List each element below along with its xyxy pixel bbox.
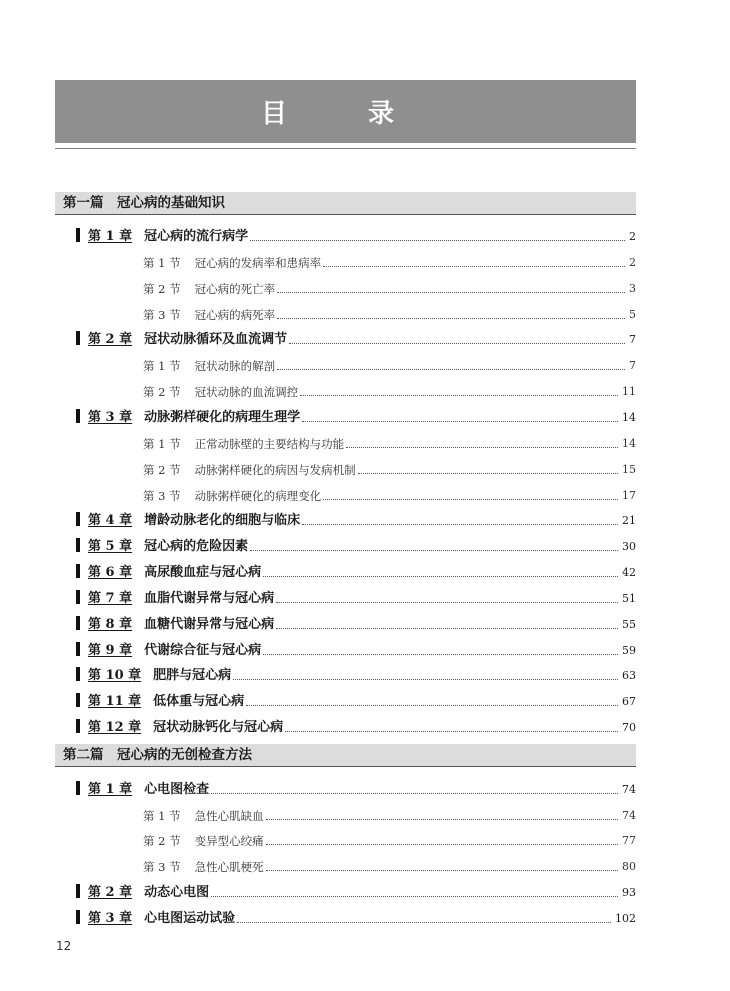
chapter-title: 低体重与冠心病 — [153, 694, 245, 710]
chapter-number: 第 2 章 — [88, 332, 133, 348]
leader-dots — [237, 922, 611, 923]
chapter-marker — [76, 910, 80, 924]
leader-dots — [277, 318, 625, 319]
chapter-marker — [76, 667, 80, 681]
chapter-marker — [76, 538, 80, 552]
chapter-marker — [76, 884, 80, 898]
chapter-number: 第 8 章 — [88, 616, 133, 632]
chapter-title: 代谢综合征与冠心病 — [144, 642, 262, 658]
leader-dots — [323, 266, 625, 267]
section-title: 变异型心绞痛 — [194, 834, 264, 849]
section-title: 冠心病的发病率和患病率 — [194, 255, 322, 270]
toc-section-entry[interactable] — [143, 829, 636, 849]
leader-dots — [302, 524, 618, 525]
toc-chapter-entry[interactable] — [76, 406, 636, 426]
leader-dots — [277, 369, 625, 370]
toc-chapter-entry[interactable] — [76, 225, 636, 245]
toc-chapter-entry[interactable] — [76, 778, 636, 798]
leader-dots — [263, 576, 618, 577]
section-title: 冠心病的死亡率 — [194, 281, 276, 296]
page-ref: 51 — [622, 591, 636, 605]
chapter-title: 冠状动脉循环及血流调节 — [144, 332, 288, 348]
section-number: 第 2 节 — [143, 462, 181, 477]
section-number: 第 1 节 — [143, 255, 181, 270]
page-ref: 93 — [622, 885, 636, 899]
toc-chapter-entry[interactable] — [76, 587, 636, 607]
page-ref: 11 — [622, 385, 636, 399]
chapter-marker — [76, 590, 80, 604]
toc-chapter-entry[interactable] — [76, 716, 636, 736]
chapter-number: 第 7 章 — [88, 590, 133, 606]
leader-dots — [233, 679, 618, 680]
chapter-marker — [76, 409, 80, 423]
toc-chapter-entry[interactable] — [76, 561, 636, 581]
page-ref: 59 — [622, 643, 636, 657]
chapter-number: 第 9 章 — [88, 642, 133, 658]
chapter-number: 第 4 章 — [88, 513, 133, 529]
chapter-marker — [76, 781, 80, 795]
page-ref: 42 — [622, 566, 636, 580]
chapter-number: 第 2 章 — [88, 884, 133, 900]
chapter-title: 肥胖与冠心病 — [153, 668, 232, 684]
page-ref: 5 — [629, 307, 636, 321]
page-ref: 3 — [629, 281, 636, 295]
leader-dots — [266, 870, 618, 871]
toc-section-entry[interactable] — [143, 251, 636, 271]
section-title: 冠状动脉的血流调控 — [194, 385, 299, 400]
section-number: 第 3 节 — [143, 488, 181, 503]
chapter-number: 第 3 章 — [88, 409, 133, 425]
page-ref: 15 — [622, 462, 636, 476]
leader-dots — [211, 896, 618, 897]
toc-section-entry[interactable] — [143, 380, 636, 400]
section-title: 冠心病的病死率 — [194, 307, 276, 322]
leader-dots — [285, 731, 618, 732]
section-title: 急性心肌缺血 — [194, 808, 264, 823]
page-ref: 67 — [622, 695, 636, 709]
chapter-marker — [76, 719, 80, 733]
section-number: 第 3 节 — [143, 860, 181, 875]
leader-dots — [300, 395, 618, 396]
part-divider — [55, 214, 636, 215]
leader-dots — [276, 628, 618, 629]
part-heading: 第二篇 冠心病的无创检查方法 — [55, 744, 636, 766]
leader-dots — [250, 240, 625, 241]
chapter-number: 第 3 章 — [88, 910, 133, 926]
chapter-number: 第 12 章 — [88, 720, 142, 736]
chapter-marker — [76, 512, 80, 526]
toc-chapter-entry[interactable] — [76, 690, 636, 710]
chapter-marker — [76, 564, 80, 578]
chapter-marker — [76, 642, 80, 656]
chapter-title: 血糖代谢异常与冠心病 — [144, 616, 275, 632]
section-title: 动脉粥样硬化的病因与发病机制 — [194, 462, 356, 477]
leader-dots — [277, 292, 625, 293]
chapter-title: 心电图检查 — [144, 782, 210, 797]
toc-section-entry[interactable] — [143, 855, 636, 875]
leader-dots — [266, 844, 618, 845]
page-ref: 14 — [622, 410, 636, 424]
page-title: 目 录 — [55, 80, 636, 143]
toc-chapter-entry[interactable] — [76, 664, 636, 684]
page-ref: 55 — [622, 617, 636, 631]
chapter-marker — [76, 331, 80, 345]
page-number: 12 — [56, 939, 72, 953]
leader-dots — [346, 447, 618, 448]
title-divider — [55, 148, 636, 149]
section-number: 第 2 节 — [143, 834, 181, 849]
chapter-title: 血脂代谢异常与冠心病 — [144, 590, 275, 606]
section-number: 第 1 节 — [143, 436, 181, 451]
section-number: 第 2 节 — [143, 281, 181, 296]
chapter-number: 第 1 章 — [88, 782, 133, 797]
page-ref: 7 — [629, 359, 636, 373]
section-title: 冠状动脉的解剖 — [194, 359, 276, 374]
leader-dots — [289, 343, 625, 344]
toc-chapter-entry[interactable] — [76, 509, 636, 529]
leader-dots — [302, 421, 618, 422]
page-ref: 70 — [622, 721, 636, 735]
page-ref: 30 — [622, 540, 636, 554]
leader-dots — [358, 473, 618, 474]
toc-section-entry[interactable] — [143, 804, 636, 824]
toc-chapter-entry[interactable] — [76, 535, 636, 555]
page-ref: 17 — [622, 488, 636, 502]
page-ref: 74 — [622, 808, 636, 822]
page-ref: 80 — [622, 860, 636, 874]
section-title: 正常动脉壁的主要结构与功能 — [194, 436, 345, 451]
chapter-title: 增龄动脉老化的细胞与临床 — [144, 513, 301, 529]
toc-chapter-entry[interactable] — [76, 907, 636, 927]
toc-section-entry[interactable] — [143, 277, 636, 297]
page-ref: 74 — [622, 783, 636, 796]
toc-section-entry[interactable] — [143, 354, 636, 374]
chapter-title: 动态心电图 — [144, 884, 210, 900]
chapter-number: 第 5 章 — [88, 539, 133, 555]
page-ref: 102 — [615, 911, 636, 925]
chapter-title: 冠心病的流行病学 — [144, 229, 249, 244]
page-ref: 2 — [629, 230, 636, 243]
page-ref: 63 — [622, 669, 636, 683]
toc-chapter-entry[interactable] — [76, 881, 636, 901]
part-divider — [55, 766, 636, 767]
leader-dots — [263, 654, 618, 655]
leader-dots — [250, 550, 618, 551]
page-ref: 77 — [622, 834, 636, 848]
section-number: 第 1 节 — [143, 808, 181, 823]
section-number: 第 3 节 — [143, 307, 181, 322]
toc-section-entry[interactable] — [143, 458, 636, 478]
page-ref: 14 — [622, 436, 636, 450]
chapter-marker — [76, 228, 80, 242]
chapter-title: 高尿酸血症与冠心病 — [144, 565, 262, 581]
page-ref: 7 — [629, 333, 636, 347]
page-ref: 2 — [629, 255, 636, 269]
toc-section-entry[interactable] — [143, 432, 636, 452]
section-number: 第 2 节 — [143, 385, 181, 400]
part-heading: 第一篇 冠心病的基础知识 — [55, 192, 636, 214]
leader-dots — [323, 499, 618, 500]
chapter-title: 冠状动脉钙化与冠心病 — [153, 720, 284, 736]
toc-section-entry[interactable] — [143, 484, 636, 504]
toc-chapter-entry[interactable] — [76, 328, 636, 348]
chapter-title: 动脉粥样硬化的病理生理学 — [144, 409, 301, 425]
toc-section-entry[interactable] — [143, 303, 636, 323]
chapter-number: 第 6 章 — [88, 565, 133, 581]
toc-chapter-entry[interactable] — [76, 639, 636, 659]
chapter-marker — [76, 616, 80, 630]
page-ref: 21 — [622, 514, 636, 528]
chapter-number: 第 1 章 — [88, 229, 133, 244]
section-number: 第 1 节 — [143, 359, 181, 374]
chapter-marker — [76, 693, 80, 707]
leader-dots — [276, 602, 618, 603]
leader-dots — [211, 793, 618, 794]
chapter-title: 冠心病的危险因素 — [144, 539, 249, 555]
section-title: 急性心肌梗死 — [194, 860, 264, 875]
section-title: 动脉粥样硬化的病理变化 — [194, 488, 322, 503]
chapter-number: 第 11 章 — [88, 694, 142, 710]
chapter-title: 心电图运动试验 — [144, 910, 236, 926]
leader-dots — [246, 705, 618, 706]
toc-chapter-entry[interactable] — [76, 613, 636, 633]
leader-dots — [266, 819, 618, 820]
chapter-number: 第 10 章 — [88, 668, 142, 684]
